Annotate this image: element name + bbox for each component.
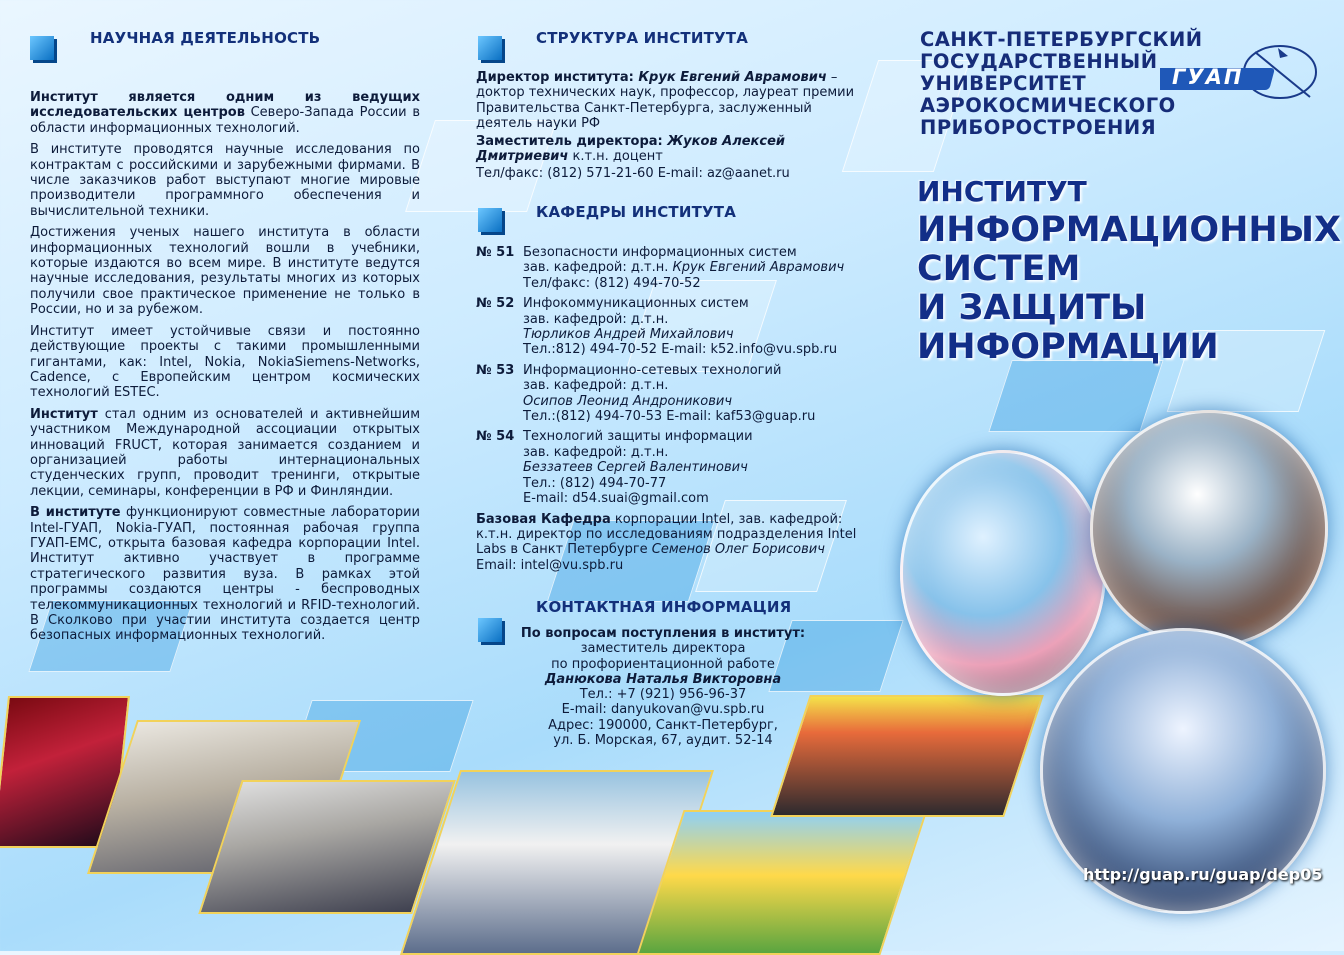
department-item: № 52 Инфокоммуникационных систем зав. кафедрой: д.т.н. Тюрликов Андрей Михайлович Тел.:812) 494-70-52 E-mail: k52.info@vu.spb.ru [476, 296, 838, 358]
science-paragraph: Институт имеет устойчивые связи и постоянно действующие проекты с такими промышленными гигантами, как: Intel, Nokia, NokiaSiemens-Networks, Cadence, с Европейским центром космических технологий ESTEC. [30, 323, 420, 401]
department-item: № 54 Технологий защиты информации зав. кафедрой: д.т.н. Беззатеев Сергей Валентинович Тел.: (812) 494-70-77 E-mail: d54.suai@gmail.com [476, 429, 753, 507]
department-item: № 51 Безопасности информационных систем зав. кафедрой: д.т.н. Крук Евгений Аврамович Тел/факс: (812) 494-70-52 [476, 245, 845, 291]
science-paragraph: Институт стал одним из основателей и активнейшим участником Международной ассоциации открытых инноваций FRUCT, которая занимается созданием и организацией работы интернациональных студенческих групп, проводит тренинги, открытые лекции, семинары, конференции в РФ и Финляндии. [30, 406, 420, 499]
science-paragraph: Достижения ученых нашего института в области информационных технологий вошли в учебники, которые издаются во всем мире. В институте ведутся научные исследования, результаты многих из которых получили свое практическое применение не только в России, но и за рубежом. [30, 225, 420, 318]
structure-heading: СТРУКТУРА ИНСТИТУТА [536, 29, 749, 47]
photo-sphere-church [900, 450, 1106, 696]
contact-block: По вопросам поступления в институт: заместитель директора по профориентационной работе Данюкова Наталья Викторовна Тел.: +7 (921) 956-96-37 E-mail: danyukovan@vu.spb.ru Адрес: 190000, Санкт-Петербург, ул. Б. Морская, 67, аудит. 52-14 [520, 626, 806, 749]
institute-title: ИНСТИТУТ ИНФОРМАЦИОННЫХ СИСТЕМ И ЗАЩИТЫ ИНФОРМАЦИИ [917, 175, 1341, 367]
science-paragraph: В институте проводятся научные исследования по контрактам с российскими и зарубежными фирмами. В числе заказчиков работ выступают многие мировые производители программного обеспечения и вычислительной техники. [30, 142, 420, 219]
photo-portrait [770, 695, 1044, 817]
cube-icon [30, 36, 54, 60]
cube-icon [478, 208, 502, 232]
photo-sphere-crowd [1090, 410, 1328, 648]
cube-icon [478, 36, 502, 60]
departments-heading: КАФЕДРЫ ИНСТИТУТА [536, 203, 737, 221]
science-column [30, 90, 420, 650]
photo-lecture [198, 780, 456, 914]
institute-url[interactable]: http://guap.ru/guap/dep05 [1083, 865, 1323, 884]
science-paragraph: В институте функционируют совместные лаборатории Intel-ГУАП, Nokia-ГУАП, постоянная рабочая группа ГУАП-ЕМС, открыта базовая кафедра корпорации Intel. Институт активно участвует в программе стратегического развития вуза. В рамках этой программы создаются центры - беспроводных телекоммуникационных технологий и RFID-технологий. В Сколково при участии института создается центр безопасных информационных технологий. [30, 505, 420, 644]
science-paragraph: Институт является одним из ведущих исследовательских центров Северо-Запада России в области информационных технологий. [30, 90, 420, 136]
guap-logo-text: ГУАП [1172, 65, 1244, 89]
science-heading: НАУЧНАЯ ДЕЯТЕЛЬНОСТЬ [90, 29, 321, 47]
structure-block: Директор института: Крук Евгений Аврамович – доктор технических наук, профессор, лауреат премии Правительства Санкт-Петербурга, заслуженный деятель науки РФ Заместитель директора: Жуков Алексей Дмитриевич к.т.н. доцент Тел/факс: (812) 571-21-60 E-mail: az@aanet.ru [476, 70, 855, 182]
department-item: № 53 Информационно-сетевых технологий зав. кафедрой: д.т.н. Осипов Леонид Андроникович Тел.:(812) 494-70-53 E-mail: kaf53@guap.ru [476, 362, 816, 425]
departments-list: № 51 Безопасности информационных систем зав. кафедрой: д.т.н. Крук Евгений Аврамович Тел/факс: (812) 494-70-52 № 52 Инфокоммуникационных систем зав. кафедрой: д.т.н. Тюрликов Андрей Михайлович Тел.:812) 494-70-52 E-mail: k52.info@vu.spb.ru № 53 Информационно-сетевых технологий зав. кафедрой: д.т.н. Осипов Леонид Андроникович Тел.:(812) 494-70-53 E-mail: kaf53@guap.ru № 54 Технологий защиты информации зав. кафедрой: д.т.н. Беззатеев Сергей Валентинович Тел.: (812) 494-70-77 E-mail: d54.suai@gmail.com Базовая Кафедра корпорации Intel, зав. кафедрой: к.т.н. директор по исследованиям подразделения Intel Labs в Санкт Петербурге Семенов Олег Борисович Email: intel@vu.spb.ru [476, 245, 871, 573]
photo-balloons [636, 810, 927, 955]
contact-heading: КОНТАКТНАЯ ИНФОРМАЦИЯ [536, 598, 792, 616]
university-name: САНКТ-ПЕТЕРБУРГСКИЙ ГОСУДАРСТВЕННЫЙ УНИВЕРСИТЕТ АЭРОКОСМИЧЕСКОГО ПРИБОРОСТРОЕНИЯ [920, 28, 1203, 139]
